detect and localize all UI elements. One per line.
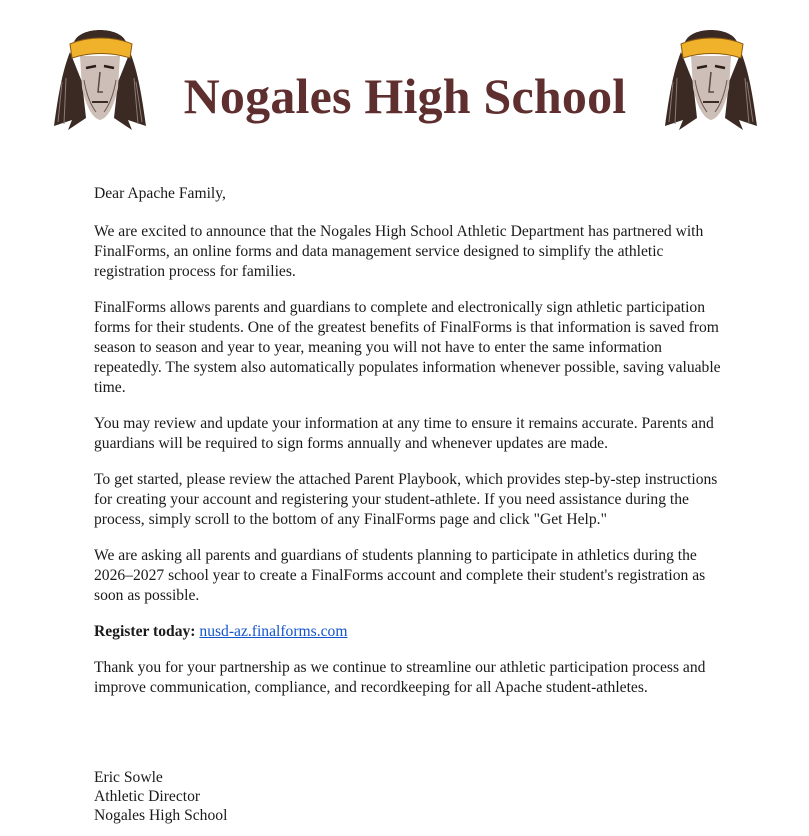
signer-organization: Nogales High School [94, 807, 228, 824]
register-line [94, 622, 724, 642]
signature-block [94, 768, 227, 825]
register-link[interactable]: nusd-az.finalforms.com [199, 623, 348, 640]
paragraph-request: We are asking all parents and guardians of students planning to participate in athletics during the 2026–2027 school year to create a FinalForms account and complete their student's registration as soon as possible. [94, 547, 706, 604]
apache-mascot-logo-right [663, 22, 759, 130]
paragraph-benefits: FinalForms allows parents and guardians to complete and electronically sign athletic participation forms for their students. One of the greatest benefits of FinalForms is that information is saved from season to season and year to year, meaning you will not have to enter the same information repeatedly. The system also automatically populates information whenever possible, saving valuable time. [94, 299, 721, 396]
school-name-heading: Nogales High School [183, 68, 627, 124]
signer-name: Eric Sowle [94, 769, 163, 786]
paragraph-review: You may review and update your information at any time to ensure it remains accurate. Parents and guardians will be required to sign forms annually and whenever updates are made. [94, 415, 714, 452]
register-label: Register today: [94, 623, 196, 640]
greeting: Dear Apache Family, [94, 185, 226, 202]
apache-mascot-logo-left [52, 22, 148, 130]
paragraph-closing: Thank you for your partnership as we continue to streamline our athletic participation process and improve communication, compliance, and recordkeeping for all Apache student-athletes. [94, 659, 706, 696]
letter-body [94, 184, 724, 714]
paragraph-partnership: We are excited to announce that the Nogales High School Athletic Department has partnered with FinalForms, an online forms and data management service designed to simplify the athletic registration process for families. [94, 223, 704, 280]
paragraph-getting-started: To get started, please review the attached Parent Playbook, which provides step-by-step instructions for creating your account and registering your student-athlete. If you need assistance during the process, simply scroll to the bottom of any FinalForms page and click "Get Help." [94, 471, 718, 528]
letterhead [0, 0, 809, 150]
signer-title: Athletic Director [94, 788, 201, 805]
